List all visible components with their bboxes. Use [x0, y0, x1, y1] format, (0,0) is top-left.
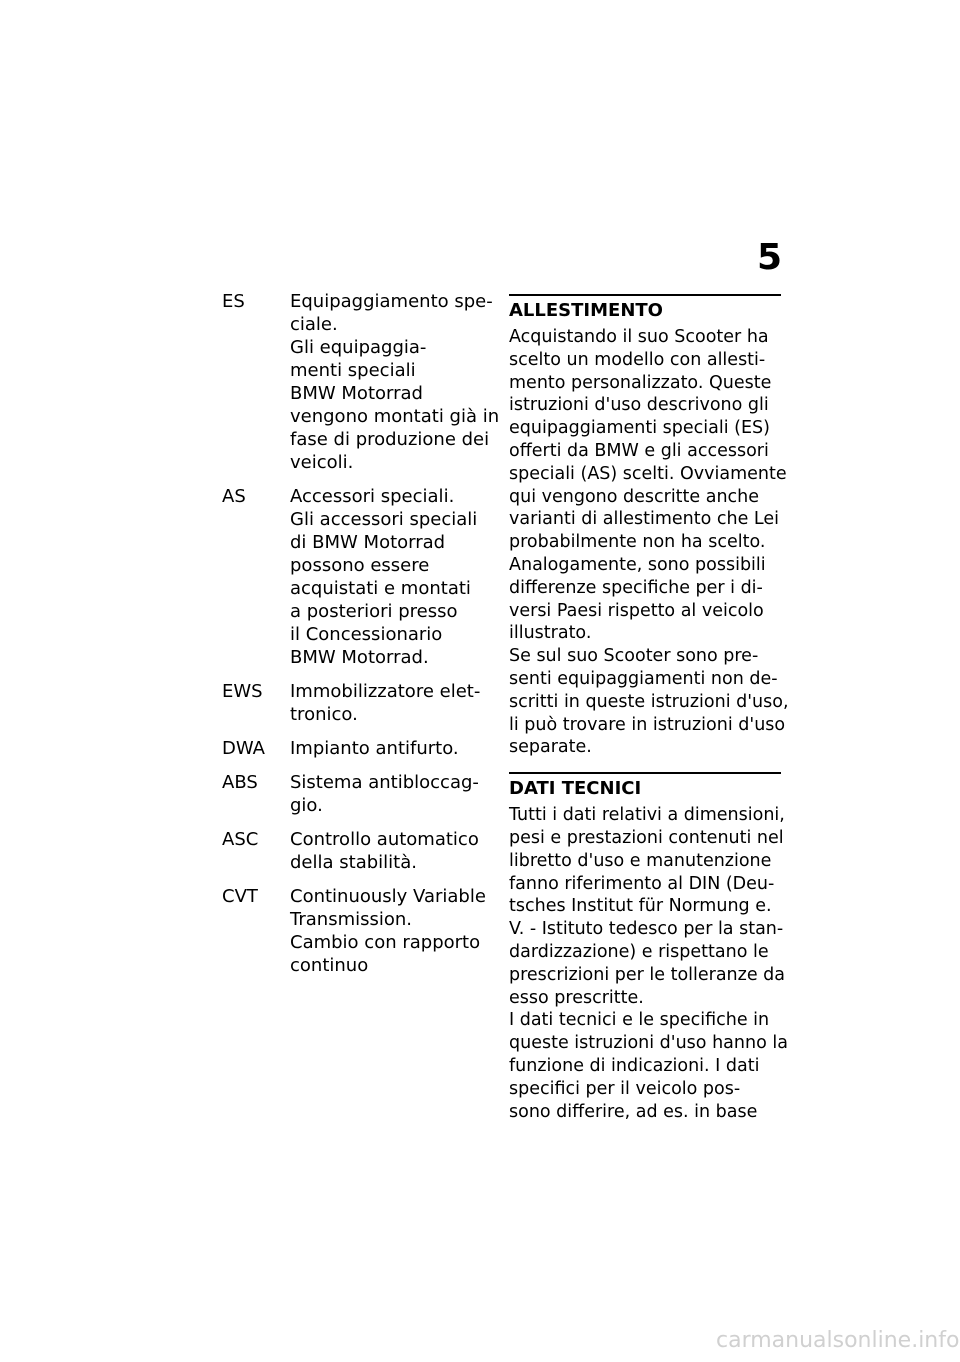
paragraph: [509, 1009, 788, 1123]
paragraph-line: libretto d'uso e manutenzione: [509, 850, 772, 871]
abbreviation-term: ES: [222, 291, 245, 312]
paragraph-line: dardizzazione) e rispettano le: [509, 941, 769, 962]
abbreviation-term: AS: [222, 486, 246, 507]
abbreviation-definition: [290, 290, 500, 474]
paragraph-line: I dati tecnici e le specifiche in: [509, 1010, 770, 1031]
definition-line: di BMW Motorrad: [290, 532, 446, 553]
paragraph-line: prescrizioni per le tolleranze da: [509, 964, 785, 985]
paragraph-line: illustrato.: [509, 623, 592, 644]
abbreviation-term: EWS: [222, 681, 263, 702]
definition-line: possono essere: [290, 555, 430, 576]
abbreviation-row: [222, 737, 492, 760]
paragraph-line: Se sul suo Scooter sono pre-: [509, 646, 759, 667]
paragraph-line: funzione di indicazioni. I dati: [509, 1055, 760, 1076]
paragraph-line: versi Paesi rispetto al veicolo: [509, 600, 764, 621]
abbreviation-definition: [290, 680, 490, 726]
abbreviation-row: [222, 290, 500, 474]
definition-line: Transmission.: [290, 909, 413, 930]
abbreviation-definition: [290, 828, 490, 874]
section: [509, 772, 788, 1123]
definition-line: tronico.: [290, 704, 358, 725]
definition-line: Impianto antifurto.: [290, 738, 459, 759]
abbreviation-row: [222, 828, 492, 874]
definition-line: continuo: [290, 955, 369, 976]
paragraph-line: senti equipaggiamenti non de-: [509, 668, 778, 689]
paragraph-line: queste istruzioni d'uso hanno la: [509, 1033, 788, 1054]
definition-line: della stabilità.: [290, 852, 417, 873]
paragraph-line: scelto un modello con allesti-: [509, 349, 766, 370]
definition-line: il Concessionario: [290, 624, 443, 645]
definition-line: vengono montati già in: [290, 406, 500, 427]
definition-line: gio.: [290, 795, 323, 816]
paragraph: [509, 645, 789, 759]
paragraph-line: separate.: [509, 737, 592, 758]
abbreviation-definition: [290, 485, 490, 669]
definition-line: BMW Motorrad: [290, 383, 423, 404]
paragraph-line: fanno riferimento al DIN (Deu-: [509, 873, 775, 894]
section-title: DATI TECNICI: [509, 778, 642, 800]
definition-line: Accessori speciali.: [290, 486, 455, 507]
definition-line: Gli equipaggia-: [290, 337, 427, 358]
paragraph-line: sono differire, ad es. in base: [509, 1101, 758, 1122]
definition-line: menti speciali: [290, 360, 416, 381]
definition-line: Equipaggiamento spe-: [290, 291, 493, 312]
paragraph: [509, 804, 785, 1009]
definition-line: BMW Motorrad.: [290, 647, 429, 668]
paragraph-line: varianti di allestimento che Lei: [509, 509, 779, 530]
paragraph-line: esso prescritte.: [509, 987, 644, 1008]
page-number: 5: [757, 237, 783, 278]
footer-watermark: carmanualsonline.info: [716, 1328, 960, 1353]
section-title: ALLESTIMENTO: [509, 300, 663, 321]
paragraph-line: qui vengono descritte anche: [509, 486, 760, 507]
definition-line: veicoli.: [290, 452, 354, 473]
paragraph-line: speciali (AS) scelti. Ovviamente: [509, 463, 787, 484]
paragraph-line: Tutti i dati relativi a dimensioni,: [509, 805, 785, 826]
definition-line: Gli accessori speciali: [290, 509, 478, 530]
definition-line: Sistema antibloccag-: [290, 772, 479, 793]
paragraph-line: specifici per il veicolo pos-: [509, 1078, 741, 1099]
section: [509, 294, 789, 759]
abbreviation-definition: [290, 885, 490, 977]
paragraph-line: li può trovare in istruzioni d'uso: [509, 714, 786, 735]
paragraph-line: mento personalizzato. Queste: [509, 372, 772, 393]
paragraph-line: tsches Institut für Normung e.: [509, 896, 772, 917]
paragraph-line: equipaggiamenti speciali (ES): [509, 418, 770, 439]
abbreviation-definition: [290, 737, 490, 760]
paragraph-line: Analogamente, sono possibili: [509, 554, 766, 575]
definition-line: Controllo automatico: [290, 829, 479, 850]
paragraph: [509, 326, 787, 645]
abbreviation-list: [222, 290, 500, 988]
definition-line: a posteriori presso: [290, 601, 458, 622]
definition-line: Immobilizzatore elet-: [290, 681, 481, 702]
abbreviation-term: CVT: [222, 886, 258, 907]
definition-line: fase di produzione dei: [290, 429, 490, 450]
paragraph-line: Acquistando il suo Scooter ha: [509, 327, 769, 347]
paragraph-line: differenze specifiche per i di-: [509, 577, 763, 598]
abbreviation-definition: [290, 771, 490, 817]
abbreviation-row: [222, 885, 492, 977]
definition-line: acquistati e montati: [290, 578, 471, 599]
definition-line: ciale.: [290, 314, 338, 335]
abbreviation-term: ASC: [222, 829, 259, 850]
abbreviation-term: ABS: [222, 772, 258, 793]
paragraph-line: pesi e prestazioni contenuti nel: [509, 827, 784, 848]
paragraph-line: probabilmente non ha scelto.: [509, 532, 766, 553]
right-column: [509, 294, 789, 1123]
paragraph-line: istruzioni d'uso descrivono gli: [509, 395, 769, 416]
paragraph-line: offerti da BMW e gli accessori: [509, 440, 769, 461]
paragraph-line: scritti in queste istruzioni d'uso,: [509, 691, 789, 712]
paragraph-line: V. - Istituto tedesco per la stan-: [509, 919, 784, 940]
definition-line: Continuously Variable: [290, 886, 486, 907]
abbreviation-row: [222, 680, 492, 726]
abbreviation-term: DWA: [222, 738, 265, 759]
definition-line: Cambio con rapporto: [290, 932, 481, 953]
abbreviation-row: [222, 485, 492, 669]
abbreviation-row: [222, 771, 492, 817]
